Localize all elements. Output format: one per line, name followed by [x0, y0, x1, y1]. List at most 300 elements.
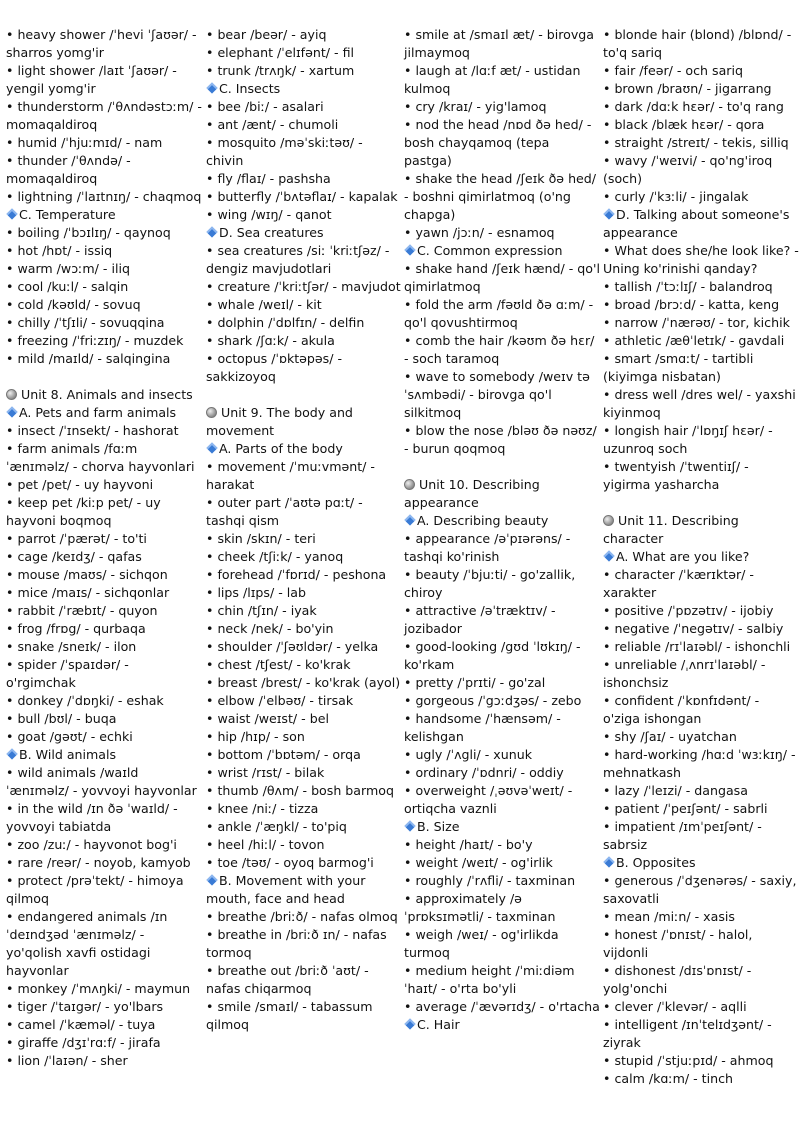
vocab-item [206, 692, 402, 710]
column-2 [206, 26, 402, 1034]
vocab-item [603, 638, 799, 656]
vocab-text: outer part /ˈaʊtə pɑːt/ - tashqi qism [206, 495, 363, 528]
vocab-item [206, 458, 402, 494]
vocab-text: wave to somebody /weɪv tə ˈsʌmbədi/ - birovga qo'l silkitmoq [404, 369, 590, 420]
vocab-text: endangered animals /ɪn ˈdeɪndʒəd ˈænɪməlz/ - yo'qolish xavfi ostidagi hayvonlar [6, 909, 168, 978]
bullet-icon: • [404, 117, 412, 132]
vocab-text: straight /streɪt/ - tekis, silliq [614, 135, 789, 150]
vocab-text: heel /hiːl/ - tovon [217, 837, 325, 852]
vocab-item [404, 98, 600, 116]
vocab-text: spider /ˈspaɪdər/ - o'rgimchak [6, 657, 129, 690]
column-1 [6, 26, 202, 1070]
bullet-icon: • [6, 909, 14, 924]
vocab-text: warm /wɔːm/ - iliq [17, 261, 130, 276]
blue-diamond-icon [206, 82, 217, 93]
bullet-icon: • [6, 99, 14, 114]
blue-diamond-icon [6, 748, 17, 759]
vocab-text: smart /smɑːt/ - tartibli (kiyimga nisbatan) [603, 351, 754, 384]
vocab-text: comb the hair /kəʊm ðə hɛr/ - soch taramoq [404, 333, 595, 366]
spacer [404, 458, 600, 476]
vocab-text: shark /ʃɑːk/ - akula [217, 333, 335, 348]
blue-diamond-icon [404, 244, 415, 255]
vocab-text: trunk /trʌŋk/ - xartum [217, 63, 355, 78]
bullet-icon: • [6, 873, 14, 888]
heading-text: C. Common expression [417, 243, 563, 258]
bullet-icon: • [603, 459, 611, 474]
vocab-item [404, 116, 600, 170]
heading-text: Unit 11. Describing character [603, 513, 739, 546]
vocab-item [206, 170, 402, 188]
vocab-text: wing /wɪŋ/ - qanot [217, 207, 332, 222]
bullet-icon: • [206, 63, 214, 78]
vocab-text: creature /ˈkriːtʃər/ - mavjudot [217, 279, 401, 294]
bullet-icon: • [603, 297, 611, 312]
vocab-item [206, 602, 402, 620]
vocab-item [6, 728, 202, 746]
vocab-item [206, 908, 402, 926]
vocab-text: lightning /ˈlaɪtnɪŋ/ - chaqmoq [17, 189, 202, 204]
vocab-item [404, 566, 600, 602]
vocab-text: wavy /ˈweɪvi/ - qo'ng'iroq (soch) [603, 153, 773, 186]
vocab-text: butterfly /ˈbʌtəflaɪ/ - kapalak [217, 189, 398, 204]
bullet-icon: • [206, 675, 214, 690]
vocab-item [603, 692, 799, 728]
vocab-item [603, 908, 799, 926]
vocab-item [206, 782, 402, 800]
vocab-text: hard-working /hɑːd ˈwɜːkɪŋ/ - mehnatkash [603, 747, 796, 780]
bullet-icon: • [6, 693, 14, 708]
heading-text: Unit 10. Describing appearance [404, 477, 540, 510]
vocab-item [206, 836, 402, 854]
vocab-item [6, 62, 202, 98]
vocab-text: wild animals /waɪld ˈænɪməlz/ - yovvoyi hayvonlar [6, 765, 197, 798]
bullet-icon: • [603, 621, 611, 636]
heading-text: A. Parts of the body [219, 441, 343, 456]
vocab-text: chin /tʃɪn/ - iyak [217, 603, 317, 618]
vocab-text: camel /ˈkæməl/ - tuya [17, 1017, 156, 1032]
heading-text: A. Pets and farm animals [19, 405, 177, 420]
vocab-item [603, 188, 799, 206]
vocab-text: pet /pet/ - uy hayvoni [17, 477, 154, 492]
vocab-text: neck /nek/ - bo'yin [217, 621, 334, 636]
vocab-text: protect /prəˈtekt/ - himoya qilmoq [6, 873, 184, 906]
bullet-icon: • [206, 459, 214, 474]
bullet-icon: • [6, 27, 14, 42]
heading-text: B. Movement with your mouth, face and head [206, 873, 366, 906]
vocab-text: weigh /weɪ/ - og'irlikda turmoq [404, 927, 559, 960]
spacer [603, 494, 799, 512]
vocab-text: calm /kɑːm/ - tinch [614, 1071, 734, 1086]
section-heading [206, 872, 402, 908]
vocab-item [404, 62, 600, 98]
vocab-text: shake the head /ʃeɪk ðə hed/ - boshni qimirlatmoq (o'ng chapga) [404, 171, 597, 222]
vocab-text: mice /maɪs/ - sichqonlar [17, 585, 170, 600]
bullet-icon: • [603, 999, 611, 1014]
vocab-item [404, 224, 600, 242]
spacer [6, 368, 202, 386]
blue-diamond-icon [6, 208, 17, 219]
bullet-icon: • [6, 639, 14, 654]
vocab-item [404, 296, 600, 332]
vocab-item [6, 332, 202, 350]
vocab-item [603, 818, 799, 854]
vocab-item [6, 584, 202, 602]
heading-text: A. What are you like? [616, 549, 750, 564]
vocab-text: stupid /ˈstjuːpɪd/ - ahmoq [614, 1053, 774, 1068]
bullet-icon: • [404, 747, 412, 762]
bullet-icon: • [6, 351, 14, 366]
vocab-item [603, 422, 799, 458]
vocab-text: rare /reər/ - noyob, kamyob [17, 855, 191, 870]
vocab-text: frog /frɒg/ - qurbaqa [17, 621, 146, 636]
bullet-icon: • [206, 783, 214, 798]
vocab-item [603, 116, 799, 134]
bullet-icon: • [6, 621, 14, 636]
bullet-icon: • [6, 153, 14, 168]
vocab-text: longish hair /ˈlɒŋɪʃ hɛər/ - uzunroq soch [603, 423, 773, 456]
vocab-text: weight /weɪt/ - og'irlik [415, 855, 553, 870]
vocab-item [6, 998, 202, 1016]
bullet-icon: • [6, 1035, 14, 1050]
vocab-item [6, 152, 202, 188]
vocab-text: dolphin /ˈdɒlfɪn/ - delfin [217, 315, 365, 330]
vocab-text: cry /kraɪ/ - yig'lamoq [415, 99, 547, 114]
bullet-icon: • [603, 603, 611, 618]
vocab-text: tallish /ˈtɔːlɪʃ/ - balandroq [614, 279, 773, 294]
vocab-item [206, 350, 402, 386]
vocab-text: honest /ˈɒnɪst/ - halol, vijdonli [603, 927, 753, 960]
bullet-icon: • [206, 243, 214, 258]
vocab-item [603, 26, 799, 62]
vocab-item [6, 692, 202, 710]
bullet-icon: • [603, 783, 611, 798]
bullet-icon: • [6, 855, 14, 870]
bullet-icon: • [6, 837, 14, 852]
vocab-item [603, 872, 799, 908]
vocab-text: rabbit /ˈræbɪt/ - quyon [17, 603, 158, 618]
vocab-item [404, 638, 600, 674]
bullet-icon: • [404, 927, 412, 942]
vocab-text: octopus /ˈɒktəpəs/ - sakkizoyoq [206, 351, 343, 384]
vocab-item [603, 152, 799, 188]
vocab-item [603, 998, 799, 1016]
vocab-item [404, 926, 600, 962]
vocab-item [6, 638, 202, 656]
vocab-item [6, 314, 202, 332]
vocab-item [6, 134, 202, 152]
bullet-icon: • [6, 135, 14, 150]
vocab-item [6, 764, 202, 800]
bullet-icon: • [6, 63, 14, 78]
bullet-icon: • [404, 603, 412, 618]
heading-text: B. Wild animals [19, 747, 117, 762]
vocab-text: shy /ʃaɪ/ - uyatchan [614, 729, 737, 744]
vocab-text: dress well /dres wel/ - yaxshi kiyinmoq [603, 387, 796, 420]
bullet-icon: • [206, 495, 214, 510]
vocab-item [206, 206, 402, 224]
vocab-text: negative /ˈnegətɪv/ - salbiy [614, 621, 784, 636]
vocab-text: mosquito /məˈskiːtəʊ/ - chivin [206, 135, 363, 168]
bullet-icon: • [6, 423, 14, 438]
vocab-item [404, 746, 600, 764]
vocab-item [603, 332, 799, 350]
bullet-icon: • [206, 927, 214, 942]
bullet-icon: • [603, 729, 611, 744]
vocab-text: What does she/he look like? - Uning ko'rinishi qanday? [603, 243, 799, 276]
vocab-item [404, 368, 600, 422]
vocab-text: appearance /əˈpɪərəns/ - tashqi ko'rinish [404, 531, 571, 564]
vocab-item [404, 764, 600, 782]
vocab-item [603, 386, 799, 422]
vocab-item [206, 26, 402, 44]
vocab-item [6, 350, 202, 368]
heading-text: D. Sea creatures [219, 225, 324, 240]
vocab-text: smile at /smaɪl æt/ - birovga jilmaymoq [404, 27, 595, 60]
blue-diamond-icon [404, 514, 415, 525]
vocab-text: parrot /ˈpærət/ - to'ti [17, 531, 147, 546]
vocab-text: roughly /ˈrʌfli/ - taxminan [415, 873, 576, 888]
bullet-icon: • [206, 603, 214, 618]
section-heading [603, 548, 799, 566]
bullet-icon: • [206, 711, 214, 726]
bullet-icon: • [603, 279, 611, 294]
unit-heading [404, 476, 600, 512]
bullet-icon: • [404, 693, 412, 708]
vocab-item [404, 872, 600, 890]
bullet-icon: • [206, 549, 214, 564]
bullet-icon: • [404, 837, 412, 852]
bullet-icon: • [404, 27, 412, 42]
vocab-text: chest /tʃest/ - ko'krak [217, 657, 351, 672]
vocab-item [404, 26, 600, 62]
vocab-text: approximately /əˈprɒksɪmətli/ - taxminan [404, 891, 556, 924]
vocab-text: lion /ˈlaɪən/ - sher [17, 1053, 128, 1068]
vocab-text: thumb /θʌm/ - bosh barmoq [217, 783, 394, 798]
bullet-icon: • [206, 45, 214, 60]
vocab-text: goat /gəʊt/ - echki [17, 729, 133, 744]
vocab-item [603, 602, 799, 620]
bullet-icon: • [206, 135, 214, 150]
bullet-icon: • [603, 693, 611, 708]
bullet-icon: • [603, 873, 611, 888]
bullet-icon: • [206, 855, 214, 870]
bullet-icon: • [6, 567, 14, 582]
vocab-item [603, 62, 799, 80]
vocab-text: thunder /ˈθʌndə/ - momaqaldiroq [6, 153, 131, 186]
vocab-text: waist /weɪst/ - bel [217, 711, 329, 726]
bullet-icon: • [206, 585, 214, 600]
vocab-text: narrow /ˈnærəʊ/ - tor, kichik [614, 315, 790, 330]
vocab-item [6, 440, 202, 476]
grey-circle-icon [404, 479, 415, 490]
vocab-text: broad /brɔːd/ - katta, keng [614, 297, 780, 312]
bullet-icon: • [603, 801, 611, 816]
section-heading [404, 242, 600, 260]
bullet-icon: • [206, 27, 214, 42]
vocab-text: curly /ˈkɜːli/ - jingalak [614, 189, 749, 204]
vocab-item [6, 224, 202, 242]
vocab-item [6, 1016, 202, 1034]
vocab-text: in the wild /ɪn ðə ˈwaɪld/ - yovvoyi tabiatda [6, 801, 178, 834]
vocab-item [404, 692, 600, 710]
vocab-item [206, 296, 402, 314]
blue-diamond-icon [603, 856, 614, 867]
bullet-icon: • [206, 99, 214, 114]
bullet-icon: • [603, 333, 611, 348]
vocab-item [404, 836, 600, 854]
grey-circle-icon [6, 389, 17, 400]
blue-diamond-icon [404, 1018, 415, 1029]
bullet-icon: • [206, 909, 214, 924]
bullet-icon: • [404, 765, 412, 780]
bullet-icon: • [6, 999, 14, 1014]
bullet-icon: • [404, 891, 412, 906]
bullet-icon: • [206, 693, 214, 708]
bullet-icon: • [6, 549, 14, 564]
vocab-item [206, 728, 402, 746]
vocab-item [6, 656, 202, 692]
bullet-icon: • [206, 765, 214, 780]
section-heading [404, 818, 600, 836]
vocab-item [6, 602, 202, 620]
vocab-text: skin /skɪn/ - teri [217, 531, 316, 546]
bullet-icon: • [6, 765, 14, 780]
vocab-text: shoulder /ˈʃəʊldər/ - yelka [217, 639, 379, 654]
vocab-item [603, 620, 799, 638]
bullet-icon: • [206, 621, 214, 636]
blue-diamond-icon [206, 874, 217, 885]
section-heading [206, 440, 402, 458]
vocab-item [404, 710, 600, 746]
heading-text: B. Opposites [616, 855, 696, 870]
vocab-item [206, 62, 402, 80]
bullet-icon: • [603, 153, 611, 168]
bullet-icon: • [6, 585, 14, 600]
bullet-icon: • [603, 1071, 611, 1086]
bullet-icon: • [206, 171, 214, 186]
vocab-item [6, 260, 202, 278]
vocab-item [603, 242, 799, 278]
vocab-item [206, 530, 402, 548]
bullet-icon: • [206, 333, 214, 348]
section-heading [6, 746, 202, 764]
bullet-icon: • [603, 657, 611, 672]
vocab-text: mean /miːn/ - xasis [614, 909, 735, 924]
vocab-item [6, 1034, 202, 1052]
vocab-item [404, 422, 600, 458]
bullet-icon: • [6, 801, 14, 816]
vocab-text: fly /flaɪ/ - pashsha [217, 171, 331, 186]
blue-diamond-icon [206, 442, 217, 453]
vocab-text: breathe out /briːð ˈaʊt/ - nafas chiqarmoq [206, 963, 369, 996]
bullet-icon: • [603, 315, 611, 330]
bullet-icon: • [206, 639, 214, 654]
bullet-icon: • [603, 99, 611, 114]
vocab-item [206, 332, 402, 350]
vocab-item [206, 548, 402, 566]
section-heading [6, 404, 202, 422]
section-heading [6, 206, 202, 224]
vocab-text: unreliable /ˌʌnrɪˈlaɪəbl/ - ishonchsiz [603, 657, 766, 690]
vocab-item [6, 548, 202, 566]
bullet-icon: • [6, 657, 14, 672]
bullet-icon: • [6, 243, 14, 258]
vocab-text: boiling /ˈbɔɪlɪŋ/ - qaynoq [17, 225, 171, 240]
bullet-icon: • [603, 909, 611, 924]
bullet-icon: • [404, 225, 412, 240]
bullet-icon: • [404, 639, 412, 654]
bullet-icon: • [404, 171, 412, 186]
vocab-text: forehead /ˈfɒrɪd/ - peshona [217, 567, 387, 582]
vocab-item [6, 242, 202, 260]
vocab-item [206, 764, 402, 782]
vocab-text: handsome /ˈhænsəm/ - kelishgan [404, 711, 561, 744]
vocab-item [404, 854, 600, 872]
heading-text: Unit 9. The body and movement [206, 405, 353, 438]
vocab-item [603, 656, 799, 692]
vocab-item [6, 476, 202, 494]
section-heading [404, 512, 600, 530]
vocab-text: laugh at /lɑːf æt/ - ustidan kulmoq [404, 63, 581, 96]
bullet-icon: • [6, 711, 14, 726]
vocab-item [603, 800, 799, 818]
bullet-icon: • [206, 117, 214, 132]
vocab-item [206, 98, 402, 116]
vocab-text: mild /maɪld/ - salqingina [17, 351, 171, 366]
bullet-icon: • [206, 963, 214, 978]
bullet-icon: • [206, 837, 214, 852]
bullet-icon: • [404, 261, 412, 276]
blue-diamond-icon [404, 820, 415, 831]
bullet-icon: • [404, 873, 412, 888]
vocab-text: mouse /maʊs/ - sichqon [17, 567, 168, 582]
vocab-text: brown /braʊn/ - jigarrang [614, 81, 772, 96]
vocab-text: confident /ˈkɒnfɪdənt/ - o'ziga ishongan [603, 693, 760, 726]
vocab-text: insect /ˈɪnsekt/ - hashorat [17, 423, 179, 438]
vocab-item [404, 530, 600, 566]
vocab-text: zoo /zuː/ - hayvonot bog'i [17, 837, 177, 852]
bullet-icon: • [404, 423, 412, 438]
vocab-text: lazy /ˈleɪzi/ - dangasa [614, 783, 748, 798]
heading-text: A. Describing beauty [417, 513, 549, 528]
vocab-item [206, 134, 402, 170]
bullet-icon: • [6, 495, 14, 510]
column-4 [603, 26, 799, 1088]
vocab-item [404, 782, 600, 818]
vocab-item [206, 710, 402, 728]
vocab-item [206, 566, 402, 584]
bullet-icon: • [603, 747, 611, 762]
bullet-icon: • [206, 297, 214, 312]
section-heading [603, 206, 799, 242]
bullet-icon: • [603, 927, 611, 942]
vocab-item [603, 278, 799, 296]
vocab-text: pretty /ˈprɪti/ - go'zal [415, 675, 546, 690]
bullet-icon: • [206, 729, 214, 744]
vocab-text: bear /beər/ - ayiq [217, 27, 327, 42]
vocab-text: knee /niː/ - tizza [217, 801, 319, 816]
vocab-item [6, 494, 202, 530]
vocab-text: impatient /ɪmˈpeɪʃənt/ - sabrsiz [603, 819, 762, 852]
vocab-text: cold /kəʊld/ - sovuq [17, 297, 141, 312]
vocab-item [206, 674, 402, 692]
vocab-text: donkey /ˈdɒŋki/ - eshak [17, 693, 164, 708]
vocab-item [206, 44, 402, 62]
vocab-text: giraffe /dʒɪˈrɑːf/ - jirafa [17, 1035, 161, 1050]
bullet-icon: • [404, 63, 412, 78]
bullet-icon: • [603, 963, 611, 978]
bullet-icon: • [206, 189, 214, 204]
